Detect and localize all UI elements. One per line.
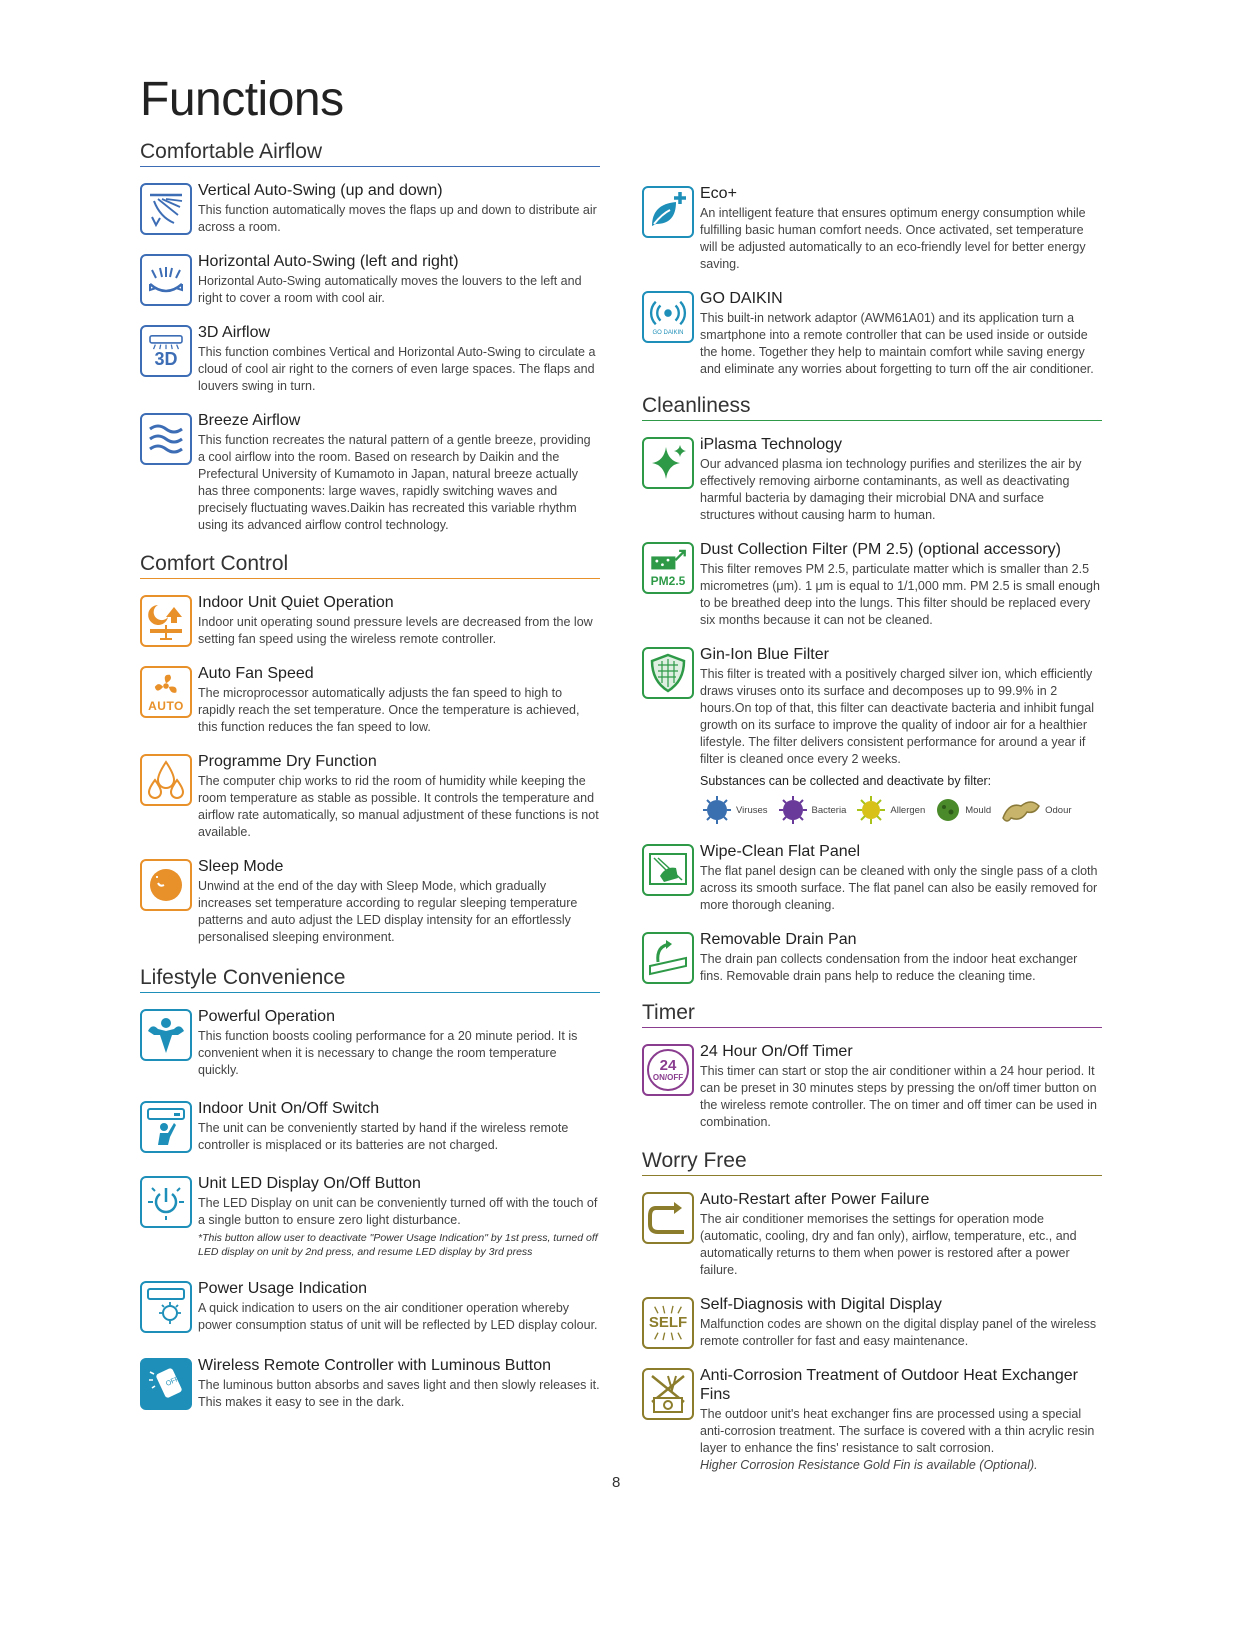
section-title: Worry Free — [642, 1149, 1102, 1176]
horizontal-swing-icon — [140, 254, 192, 306]
feature-title: Auto Fan Speed — [198, 665, 314, 682]
feature-gin-ion-blue-filter — [642, 645, 1102, 826]
anti-corrosion-icon — [642, 1368, 694, 1420]
icon-label: 3D — [154, 349, 178, 369]
section-title: Cleanliness — [642, 394, 1102, 421]
feature-description: This function boosts cooling performance for a 20 minute period. It is convenient when it is necessary to change the room temperature quickly. — [198, 1029, 578, 1077]
breeze-icon — [140, 413, 192, 465]
feature-3d-airflow — [140, 323, 600, 395]
feature-title: Sleep Mode — [198, 858, 284, 875]
feature-dust-collection-filter — [642, 540, 1102, 629]
feature-description: The microprocessor automatically adjusts the fan speed to high to rapidly reach the set temperature. Once the temperature is achieved, this function reduces the fan speed to low. — [198, 686, 580, 734]
feature-description: An intelligent feature that ensures optimum energy consumption while fulfilling basic human comfort needs. Once activated, set temperature will be adjusted automatically to an eco-friendly level for better energy saving. — [700, 206, 1086, 271]
feature-title: Horizontal Auto-Swing (left and right) — [198, 253, 459, 270]
section-title: Comfort Control — [140, 552, 600, 579]
powerful-icon — [140, 1009, 192, 1061]
feature-description: A quick indication to users on the air conditioner operation whereby power consumption status of unit will be reflected by LED display colour. — [198, 1301, 598, 1332]
section-top-features — [642, 184, 1102, 378]
plasma-sparkle-icon — [642, 437, 694, 489]
feature-description: Our advanced plasma ion technology purifies and sterilizes the air by effectively removing airborne contaminants, as well as deactivating harmful bacteria by damaging their microbial DNA and surface structures without causing harm to human. — [700, 457, 1082, 522]
left-column — [140, 140, 600, 1427]
icon-label: GO DAIKIN — [652, 329, 684, 336]
section-title: Lifestyle Convenience — [140, 966, 600, 993]
feature-vertical-auto-swing — [140, 181, 600, 236]
substance-name: Allergen — [890, 804, 926, 816]
icon-label: PM2.5 — [650, 573, 686, 588]
virus-icon — [700, 794, 734, 826]
feature-go-daikin — [642, 289, 1102, 378]
feature-title: Auto-Restart after Power Failure — [700, 1191, 930, 1208]
substances-label: Substances can be collected and deactivate by filter: — [700, 774, 992, 788]
feature-breeze-airflow — [140, 411, 600, 534]
substance-name: Odour — [1045, 804, 1072, 816]
feature-description: This filter removes PM 2.5, particulate matter which is smaller than 2.5 micrometres (μm). 1 μm is equal to 1/1,000 mm. PM 2.5 is small enough to be breathed deep into the lungs. This filter should be replaced every six months because it can not be cleaned. — [700, 562, 1100, 627]
shield-filter-icon — [642, 647, 694, 699]
page-title: Functions — [140, 73, 344, 126]
feature-description: This built-in network adaptor (AWM61A01) and its application turn a smartphone into a remote controller that can be used inside or outside the home. Together they help to maintain comfort while saving energy and eliminate any worries about forgetting to turn off the air conditioner. — [700, 311, 1094, 376]
feature-title: Eco+ — [700, 185, 737, 202]
feature-horizontal-auto-swing — [140, 252, 600, 307]
timer-24-icon — [642, 1044, 694, 1096]
feature-description: This function recreates the natural pattern of a gentle breeze, providing a cool airflow into the room. Based on research by Daikin and the Prefectural University of Kumamoto in Japan, natural breeze actually has three components: large waves, rapidly switching waves and precisely fluctuating waves.Daikin has recreated this variable rhythm using its advanced airflow control technology. — [198, 433, 591, 532]
pm25-filter-icon — [642, 542, 694, 594]
section-worry-free — [642, 1149, 1102, 1474]
feature-optional-note: Higher Corrosion Resistance Gold Fin is available (Optional). — [700, 1458, 1038, 1472]
timer-dial — [647, 1049, 689, 1091]
feature-title: Anti-Corrosion Treatment of Outdoor Heat Exchanger Fins — [700, 1367, 1078, 1403]
feature-title: Indoor Unit On/Off Switch — [198, 1100, 380, 1117]
substances-list — [700, 794, 1102, 826]
wipe-panel-icon — [642, 844, 694, 896]
quiet-operation-icon — [140, 595, 192, 647]
substance-name: Mould — [965, 804, 992, 816]
eco-leaf-icon — [642, 186, 694, 238]
substance-odour — [999, 794, 1071, 826]
feature-programme-dry — [140, 752, 600, 841]
feature-title: 3D Airflow — [198, 324, 271, 341]
feature-title: Powerful Operation — [198, 1008, 335, 1025]
feature-auto-restart — [642, 1190, 1102, 1279]
substance-name: Viruses — [736, 804, 768, 816]
feature-description: The LED Display on unit can be conveniently turned off with the touch of a single button to ensure zero light disturbance. — [198, 1196, 598, 1227]
feature-indoor-quiet-operation — [140, 593, 600, 648]
section-comfort-control — [140, 552, 600, 946]
feature-power-usage-indication — [140, 1279, 600, 1334]
feature-indoor-on-off-switch — [140, 1099, 600, 1154]
feature-title: Vertical Auto-Swing (up and down) — [198, 182, 443, 199]
icon-label: 24 — [659, 1057, 677, 1074]
auto-restart-icon — [642, 1192, 694, 1244]
section-cleanliness — [642, 394, 1102, 985]
feature-description: Horizontal Auto-Swing automatically moves the louvers to the left and right to cover a room with cool air. — [198, 274, 582, 305]
substance-bacteria — [776, 794, 847, 826]
feature-description: This function combines Vertical and Horizontal Auto-Swing to circulate a cloud of cool air right to the corners of even large spaces. The flaps and louvers swing in turn. — [198, 345, 596, 393]
feature-auto-fan-speed — [140, 664, 600, 736]
vertical-swing-icon — [140, 183, 192, 235]
feature-title: Removable Drain Pan — [700, 931, 857, 948]
feature-description: This function automatically moves the flaps up and down to distribute air across a room. — [198, 203, 597, 234]
feature-description: This timer can start or stop the air conditioner within a 24 hour period. It can be preset in 30 minutes steps by pressing the on/off timer button on the wireless remote controller. The on timer and off timer can be used in combination. — [700, 1064, 1097, 1129]
feature-description: Malfunction codes are shown on the digital display panel of the wireless remote controller for fast and easy maintenance. — [700, 1317, 1097, 1348]
icon-label: OFF — [165, 1375, 181, 1388]
feature-iplasma — [642, 435, 1102, 524]
substance-mould — [933, 794, 991, 826]
icon-sublabel: ON/OFF — [652, 1073, 684, 1082]
section-title: Timer — [642, 1001, 1102, 1028]
feature-description: The outdoor unit's heat exchanger fins are processed using a special anti-corrosion treatment. The surface is covered with a thin acrylic resin layer to enhance the fins' resistance to salt corrosion. — [700, 1407, 1095, 1455]
section-timer — [642, 1001, 1102, 1131]
odour-icon — [999, 794, 1043, 826]
icon-label: SELF — [648, 1314, 688, 1331]
dry-drops-icon — [140, 754, 192, 806]
feature-title: 24 Hour On/Off Timer — [700, 1043, 853, 1060]
feature-title: Breeze Airflow — [198, 412, 301, 429]
feature-description: The luminous button absorbs and saves light and then slowly releases it. This makes it easy to see in the dark. — [198, 1378, 600, 1409]
allergen-icon — [854, 794, 888, 826]
section-title: Comfortable Airflow — [140, 140, 600, 167]
feature-wipe-clean-panel — [642, 842, 1102, 914]
feature-wireless-remote — [140, 1356, 600, 1411]
feature-description: Indoor unit operating sound pressure levels are decreased from the low setting fan speed using the wireless remote controller. — [198, 615, 593, 646]
substance-name: Bacteria — [811, 804, 847, 816]
go-daikin-icon — [642, 291, 694, 343]
feature-powerful-operation — [140, 1007, 600, 1079]
feature-description: The air conditioner memorises the settings for operation mode (automatic, cooling, dry and fan only), airflow, temperature, etc., and automatically returns to them when power is restored after a power failure. — [700, 1212, 1077, 1277]
substance-allergen — [854, 794, 925, 826]
section-lifestyle-convenience — [140, 966, 600, 1411]
self-diagnosis-icon — [642, 1297, 694, 1349]
feature-title: Dust Collection Filter (PM 2.5) (optional accessory) — [700, 541, 1062, 558]
feature-title: Gin-Ion Blue Filter — [700, 646, 829, 663]
sleep-mode-icon — [140, 859, 192, 911]
feature-24-hour-timer — [642, 1042, 1102, 1131]
feature-title: Programme Dry Function — [198, 753, 377, 770]
page-number: 8 — [612, 1474, 621, 1491]
feature-self-diagnosis — [642, 1295, 1102, 1350]
auto-fan-icon — [140, 666, 192, 718]
3d-airflow-icon — [140, 325, 192, 377]
feature-title: GO DAIKIN — [700, 290, 783, 307]
feature-description: The unit can be conveniently started by hand if the wireless remote controller is misplaced or its batteries are not charged. — [198, 1121, 569, 1152]
feature-title: Wipe-Clean Flat Panel — [700, 843, 861, 860]
feature-led-display-button — [140, 1174, 600, 1259]
feature-anti-corrosion — [642, 1366, 1102, 1474]
feature-title: Power Usage Indication — [198, 1280, 367, 1297]
remote-controller-icon — [140, 1358, 192, 1410]
feature-title: Wireless Remote Controller with Luminous Button — [198, 1357, 552, 1374]
power-usage-icon — [140, 1281, 192, 1333]
feature-description: Unwind at the end of the day with Sleep Mode, which gradually increases set temperature according to regular sleeping temperature patterns and auto adjust the LED display intensity for an effortlessly personalised sleeping environment. — [198, 879, 578, 944]
feature-removable-drain-pan — [642, 930, 1102, 985]
feature-note: *This button allow user to deactivate "Power Usage Indication" by 1st press, turned off LED display on unit by 2nd press, and resume LED display by 3rd press — [198, 1232, 598, 1258]
drain-pan-icon — [642, 932, 694, 984]
feature-title: Unit LED Display On/Off Button — [198, 1175, 421, 1192]
mould-icon — [933, 794, 963, 826]
feature-sleep-mode — [140, 857, 600, 946]
bacteria-icon — [776, 794, 810, 826]
feature-title: iPlasma Technology — [700, 436, 843, 453]
substance-viruses — [700, 794, 768, 826]
feature-description: The computer chip works to rid the room of humidity while keeping the room temperature as stable as possible. It controls the temperature and airflow rate automatically, so manual adjustment of these functions is not available. — [198, 774, 599, 839]
feature-description: This filter is treated with a positively charged silver ion, which efficiently draws viruses onto its surface and decomposes up to 99.9% in 2 hours.On top of that, this filter can deactivate bacteria and inhibit fungal growth on its surface to improve the quality of indoor air for a healthier lifestyle. The filter delivers consistent performance for around a year if filter is cleaned once every 2 weeks. — [700, 667, 1094, 766]
feature-description: The flat panel design can be cleaned with only the single pass of a cloth across its smooth surface. The flat panel can also be easily removed for more thorough cleaning. — [700, 864, 1098, 912]
unit-switch-icon — [140, 1101, 192, 1153]
right-column — [642, 184, 1102, 1490]
led-power-icon — [140, 1176, 192, 1228]
feature-description: The drain pan collects condensation from the indoor heat exchanger fins. Removable drain pans help to reduce the cleaning time. — [700, 952, 1078, 983]
feature-eco-plus — [642, 184, 1102, 273]
icon-label: AUTO — [148, 698, 184, 713]
section-comfortable-airflow — [140, 140, 600, 534]
feature-title: Indoor Unit Quiet Operation — [198, 594, 394, 611]
feature-title: Self-Diagnosis with Digital Display — [700, 1296, 942, 1313]
